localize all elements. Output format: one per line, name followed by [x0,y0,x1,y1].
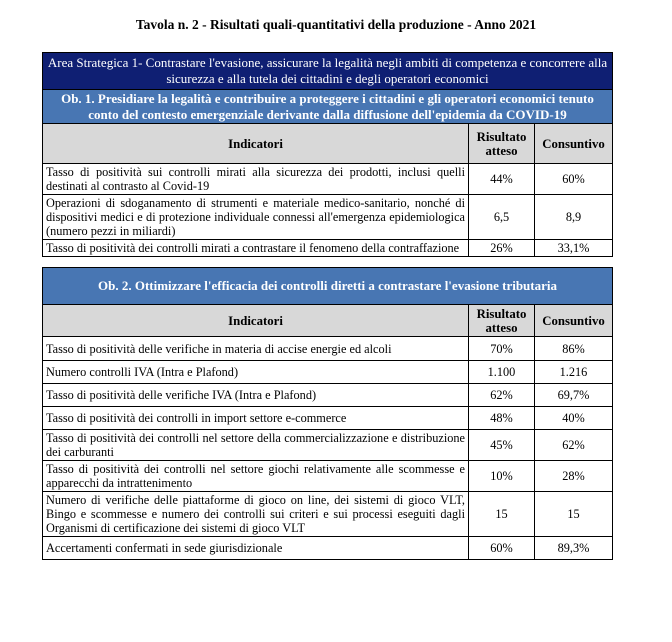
expected-cell: 10% [469,461,535,492]
expected-cell: 1.100 [469,361,535,384]
column-header-risultato-atteso: Risultato atteso [469,124,535,164]
indicator-cell: Accertamenti confermati in sede giurisdizionale [43,537,469,560]
table-row [43,361,613,384]
actual-cell: 40% [535,407,613,430]
table-row [43,384,613,407]
table-row [43,240,613,257]
expected-cell: 48% [469,407,535,430]
actual-cell: 15 [535,492,613,537]
indicator-cell: Operazioni di sdoganamento di strumenti e materiale medico-sanitario, nonché di dispositivi medici e di protezione individuale connessi all'emergenza epidemiologica (numero pezzi in miliardi) [43,195,469,240]
indicator-cell: Tasso di positività dei controlli in import settore e-commerce [43,407,469,430]
expected-cell: 45% [469,430,535,461]
column-header-indicatori: Indicatori [43,124,469,164]
expected-cell: 62% [469,384,535,407]
results-table [42,52,613,560]
actual-cell: 69,7% [535,384,613,407]
table-row [43,195,613,240]
indicator-cell: Tasso di positività delle verifiche IVA (Intra e Plafond) [43,384,469,407]
objective-1-header: Ob. 1. Presidiare la legalità e contribuire a proteggere i cittadini e gli operatori economici tenuto conto del contesto emergenziale derivante dalla diffusione dell'epidemia da COVID-19 [43,90,613,124]
expected-cell: 15 [469,492,535,537]
actual-cell: 33,1% [535,240,613,257]
table-row [43,407,613,430]
expected-cell: 26% [469,240,535,257]
table-row [43,164,613,195]
actual-cell: 86% [535,337,613,361]
table-row [43,337,613,361]
expected-cell: 60% [469,537,535,560]
indicator-cell: Tasso di positività dei controlli mirati a contrastare il fenomeno della contraffazione [43,240,469,257]
column-header-consuntivo: Consuntivo [535,305,613,337]
table-row [43,461,613,492]
table-row [43,492,613,537]
indicator-cell: Numero controlli IVA (Intra e Plafond) [43,361,469,384]
section-spacer [43,257,613,268]
actual-cell: 62% [535,430,613,461]
column-header-consuntivo: Consuntivo [535,124,613,164]
actual-cell: 60% [535,164,613,195]
actual-cell: 1.216 [535,361,613,384]
indicator-cell: Tasso di positività sui controlli mirati alla sicurezza dei prodotti, inclusi quelli destinati al contrasto al Covid-19 [43,164,469,195]
table-title: Tavola n. 2 - Risultati quali-quantitativi della produzione - Anno 2021 [135,17,537,32]
column-header-indicatori: Indicatori [43,305,469,337]
indicator-cell: Numero di verifiche delle piattaforme di gioco on line, dei sistemi di gioco VLT, Bingo e scommesse e numero dei controlli sui criteri e sui processi eseguiti dagli Organismi di certificazione dei sistemi di gioco VLT [43,492,469,537]
indicator-cell: Tasso di positività delle verifiche in materia di accise energie ed alcoli [43,337,469,361]
actual-cell: 89,3% [535,537,613,560]
table-row [43,537,613,560]
strategic-area-header: Area Strategica 1- Contrastare l'evasione, assicurare la legalità negli ambiti di competenza e concorrere alla sicurezza e alla tutela dei cittadini e degli operatori economici [43,53,613,90]
expected-cell: 6,5 [469,195,535,240]
column-header-risultato-atteso: Risultato atteso [469,305,535,337]
expected-cell: 44% [469,164,535,195]
indicator-cell: Tasso di positività dei controlli nel settore giochi relativamente alle scommesse e apparecchi da intrattenimento [43,461,469,492]
actual-cell: 8,9 [535,195,613,240]
actual-cell: 28% [535,461,613,492]
objective-2-header: Ob. 2. Ottimizzare l'efficacia dei controlli diretti a contrastare l'evasione tributaria [43,268,613,305]
table-row [43,430,613,461]
expected-cell: 70% [469,337,535,361]
indicator-cell: Tasso di positività dei controlli nel settore della commercializzazione e distribuzione dei carburanti [43,430,469,461]
